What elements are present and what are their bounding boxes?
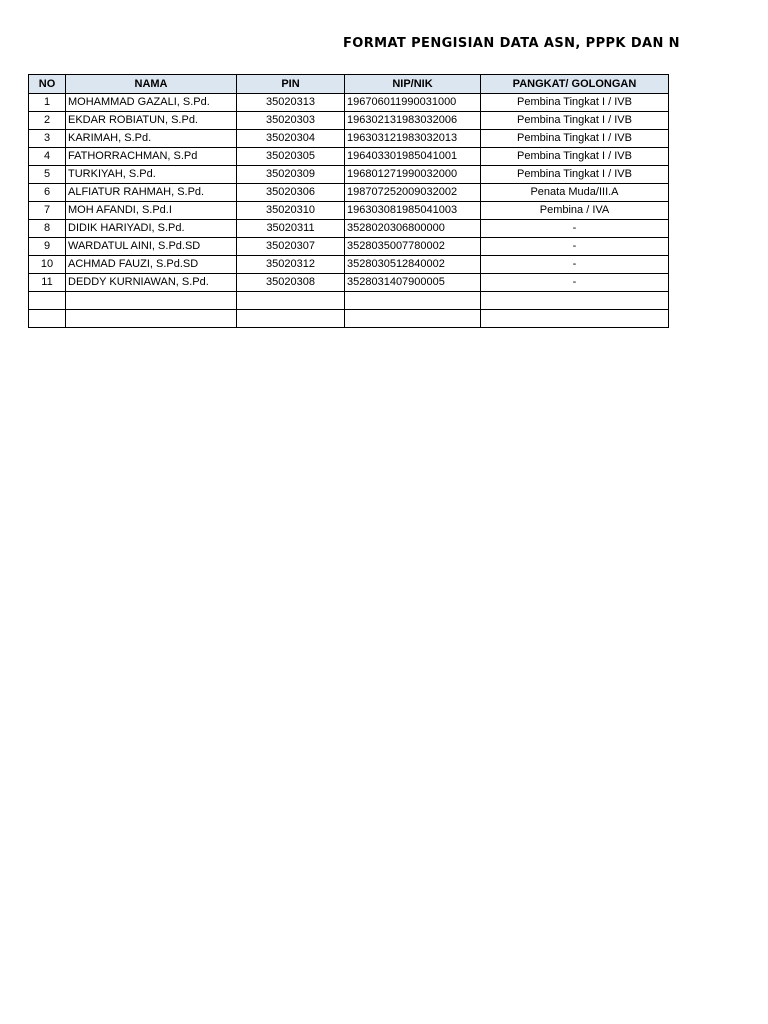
cell-pangkat-golongan[interactable]: Pembina Tingkat I / IVB xyxy=(481,112,669,130)
cell-pin[interactable]: 35020303 xyxy=(237,112,345,130)
table-row xyxy=(29,94,669,112)
table-row xyxy=(29,238,669,256)
table-row xyxy=(29,220,669,238)
cell-pin[interactable]: 35020313 xyxy=(237,94,345,112)
table-row xyxy=(29,112,669,130)
cell-pangkat-golongan[interactable]: Pembina Tingkat I / IVB xyxy=(481,130,669,148)
cell-nip-nik[interactable]: 196302131983032006 xyxy=(345,112,481,130)
cell-nip-nik[interactable] xyxy=(345,310,481,328)
cell-pin[interactable]: 35020309 xyxy=(237,166,345,184)
cell-nama[interactable]: FATHORRACHMAN, S.Pd xyxy=(66,148,237,166)
header-pin[interactable]: PIN xyxy=(237,75,345,94)
cell-no[interactable]: 9 xyxy=(29,238,66,256)
cell-nama[interactable]: DIDIK HARIYADI, S.Pd. xyxy=(66,220,237,238)
cell-pin[interactable]: 35020312 xyxy=(237,256,345,274)
cell-no[interactable]: 2 xyxy=(29,112,66,130)
table-row xyxy=(29,148,669,166)
cell-pangkat-golongan[interactable] xyxy=(481,292,669,310)
cell-pangkat-golongan[interactable]: Pembina Tingkat I / IVB xyxy=(481,94,669,112)
cell-nama[interactable]: DEDDY KURNIAWAN, S.Pd. xyxy=(66,274,237,292)
cell-nama[interactable]: TURKIYAH, S.Pd. xyxy=(66,166,237,184)
header-no[interactable]: NO xyxy=(29,75,66,94)
table-row xyxy=(29,256,669,274)
cell-nip-nik[interactable]: 3528020306800000 xyxy=(345,220,481,238)
table-row xyxy=(29,274,669,292)
cell-no[interactable]: 8 xyxy=(29,220,66,238)
cell-no[interactable]: 4 xyxy=(29,148,66,166)
data-table xyxy=(28,74,669,328)
cell-nip-nik[interactable]: 196801271990032000 xyxy=(345,166,481,184)
cell-nama[interactable] xyxy=(66,292,237,310)
cell-no[interactable]: 10 xyxy=(29,256,66,274)
cell-pangkat-golongan[interactable]: Pembina / IVA xyxy=(481,202,669,220)
cell-nip-nik[interactable]: 3528035007780002 xyxy=(345,238,481,256)
cell-no[interactable] xyxy=(29,310,66,328)
cell-nama[interactable] xyxy=(66,310,237,328)
table-body xyxy=(29,94,669,328)
cell-pangkat-golongan[interactable]: - xyxy=(481,238,669,256)
cell-nip-nik[interactable] xyxy=(345,292,481,310)
cell-nama[interactable]: KARIMAH, S.Pd. xyxy=(66,130,237,148)
cell-nama[interactable]: WARDATUL AINI, S.Pd.SD xyxy=(66,238,237,256)
cell-nip-nik[interactable]: 3528031407900005 xyxy=(345,274,481,292)
cell-nama[interactable]: ACHMAD FAUZI, S.Pd.SD xyxy=(66,256,237,274)
cell-nip-nik[interactable]: 3528030512840002 xyxy=(345,256,481,274)
cell-no[interactable]: 6 xyxy=(29,184,66,202)
cell-nip-nik[interactable]: 196403301985041001 xyxy=(345,148,481,166)
table-row xyxy=(29,202,669,220)
cell-no[interactable]: 5 xyxy=(29,166,66,184)
cell-pin[interactable]: 35020311 xyxy=(237,220,345,238)
cell-no[interactable]: 11 xyxy=(29,274,66,292)
cell-pangkat-golongan[interactable] xyxy=(481,310,669,328)
cell-pin[interactable] xyxy=(237,292,345,310)
cell-nama[interactable]: EKDAR ROBIATUN, S.Pd. xyxy=(66,112,237,130)
cell-no[interactable]: 7 xyxy=(29,202,66,220)
table-row xyxy=(29,184,669,202)
cell-nip-nik[interactable]: 196303121983032013 xyxy=(345,130,481,148)
cell-no[interactable]: 1 xyxy=(29,94,66,112)
cell-pangkat-golongan[interactable]: - xyxy=(481,220,669,238)
table-row-empty xyxy=(29,292,669,310)
table-header-row xyxy=(29,75,669,94)
cell-nama[interactable]: ALFIATUR RAHMAH, S.Pd. xyxy=(66,184,237,202)
cell-pin[interactable]: 35020306 xyxy=(237,184,345,202)
cell-pin[interactable]: 35020304 xyxy=(237,130,345,148)
cell-pangkat-golongan[interactable]: - xyxy=(481,274,669,292)
cell-no[interactable] xyxy=(29,292,66,310)
cell-pin[interactable]: 35020308 xyxy=(237,274,345,292)
cell-pin[interactable]: 35020307 xyxy=(237,238,345,256)
cell-nip-nik[interactable]: 198707252009032002 xyxy=(345,184,481,202)
cell-pin[interactable]: 35020310 xyxy=(237,202,345,220)
header-nip-nik[interactable]: NIP/NIK xyxy=(345,75,481,94)
cell-nip-nik[interactable]: 196303081985041003 xyxy=(345,202,481,220)
cell-nama[interactable]: MOHAMMAD GAZALI, S.Pd. xyxy=(66,94,237,112)
table-row-empty xyxy=(29,310,669,328)
cell-pangkat-golongan[interactable]: Pembina Tingkat I / IVB xyxy=(481,148,669,166)
cell-pangkat-golongan[interactable]: Pembina Tingkat I / IVB xyxy=(481,166,669,184)
header-nama[interactable]: NAMA xyxy=(66,75,237,94)
cell-pangkat-golongan[interactable]: - xyxy=(481,256,669,274)
cell-no[interactable]: 3 xyxy=(29,130,66,148)
table-row xyxy=(29,130,669,148)
cell-nama[interactable]: MOH AFANDI, S.Pd.I xyxy=(66,202,237,220)
cell-pangkat-golongan[interactable]: Penata Muda/III.A xyxy=(481,184,669,202)
cell-pin[interactable]: 35020305 xyxy=(237,148,345,166)
header-pangkat-golongan[interactable]: PANGKAT/ GOLONGAN xyxy=(481,75,669,94)
table-row xyxy=(29,166,669,184)
cell-pin[interactable] xyxy=(237,310,345,328)
cell-nip-nik[interactable]: 196706011990031000 xyxy=(345,94,481,112)
document-title: FORMAT PENGISIAN DATA ASN, PPPK DAN N xyxy=(343,36,680,51)
